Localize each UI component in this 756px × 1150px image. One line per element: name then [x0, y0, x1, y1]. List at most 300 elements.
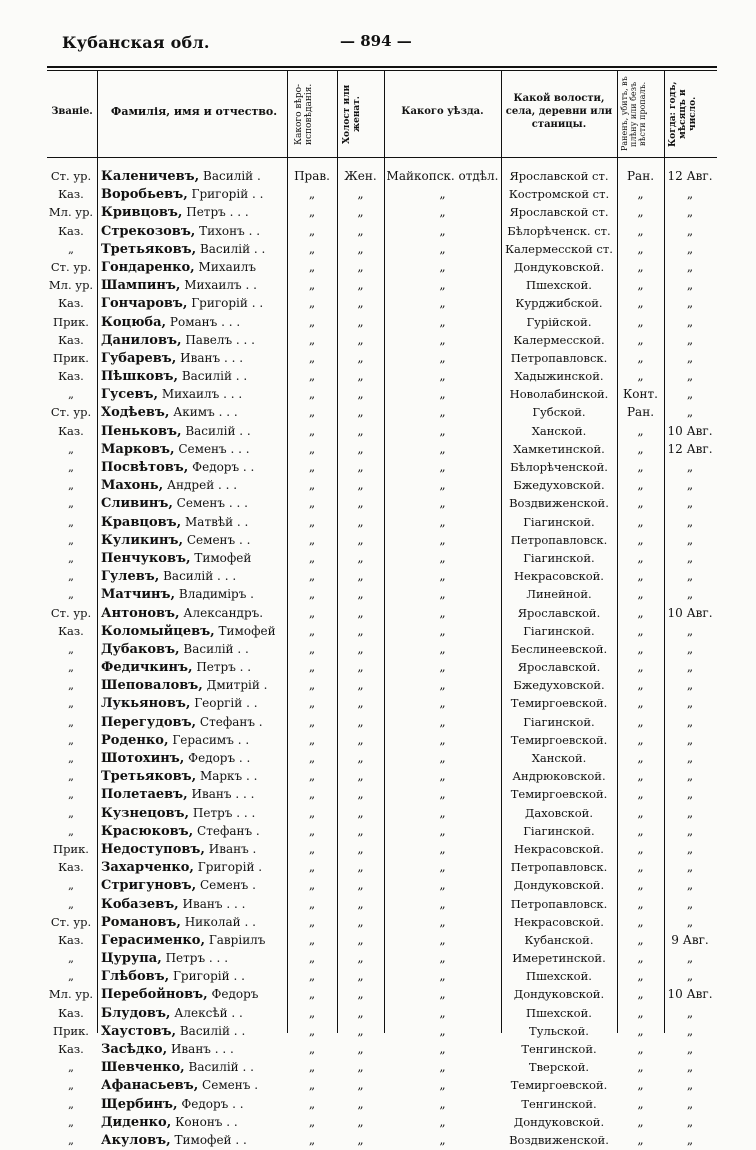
fate-cell: „ — [637, 1096, 644, 1111]
name-cell — [101, 767, 281, 786]
given-name: Федоръ . . — [181, 1096, 244, 1111]
religion-cell: „ — [308, 205, 316, 220]
uezd-cell: „ — [439, 1096, 446, 1111]
religion-cell: „ — [308, 514, 316, 529]
rank-cell: „ — [68, 696, 74, 711]
table-row — [0, 567, 756, 585]
village-cell: Дондуковской. — [513, 878, 605, 893]
religion-cell: „ — [308, 332, 316, 347]
surname: Пенчуковъ, — [101, 550, 191, 566]
uezd-cell: „ — [439, 1023, 446, 1038]
marital-cell: „ — [357, 205, 364, 220]
uezd-cell: „ — [439, 441, 446, 456]
marital-cell: „ — [357, 1023, 364, 1038]
name-cell — [101, 240, 281, 259]
religion-cell: „ — [308, 623, 316, 638]
village-cell: Бѣлорѣченск. ст. — [507, 223, 611, 238]
village-cell: Курджибской. — [515, 296, 603, 311]
given-name: Семенъ . — [199, 878, 256, 893]
date-cell: „ — [686, 696, 694, 711]
fate-cell: „ — [637, 1060, 644, 1075]
date-cell: „ — [686, 623, 694, 638]
date-cell: „ — [686, 259, 694, 274]
date-cell: „ — [686, 350, 694, 365]
given-name: Тимофей — [194, 550, 252, 565]
date-cell: „ — [686, 296, 694, 311]
date-cell: „ — [686, 332, 694, 347]
table-row — [0, 913, 756, 931]
village-cell: Воздвиженской. — [509, 1132, 609, 1147]
marital-cell: „ — [357, 296, 364, 311]
uezd-cell: Майкопск. отдѣл. — [386, 169, 499, 183]
marital-cell: „ — [357, 278, 364, 293]
fate-cell: Ран. — [626, 405, 655, 420]
uezd-cell: „ — [439, 369, 446, 384]
uezd-cell: „ — [439, 805, 446, 820]
surname: Пѣшковъ, — [101, 369, 178, 385]
table-row — [0, 476, 756, 494]
marital-cell: „ — [357, 405, 364, 420]
uezd-cell: „ — [439, 314, 446, 329]
marital-cell: „ — [357, 550, 364, 565]
rank-cell: „ — [68, 569, 74, 584]
village-cell: Тенгинской. — [521, 1042, 597, 1056]
table-row — [0, 1095, 756, 1113]
uezd-cell: „ — [439, 932, 446, 947]
religion-cell: „ — [308, 223, 316, 238]
surname: Дубаковъ, — [101, 641, 180, 657]
uezd-cell: „ — [439, 1042, 446, 1056]
surname: Гулевъ, — [101, 569, 160, 585]
religion-cell: „ — [308, 278, 316, 293]
uezd-cell: „ — [439, 660, 446, 675]
surname: Стрекозовъ, — [101, 223, 196, 239]
rank-cell: „ — [68, 241, 74, 256]
religion-cell: Прав. — [294, 169, 330, 183]
fate-cell: „ — [637, 369, 644, 384]
religion-cell: „ — [308, 987, 316, 1002]
rank-cell: „ — [68, 660, 74, 675]
date-cell: „ — [686, 369, 694, 384]
rank-cell: „ — [68, 951, 74, 966]
surname: Пеньковъ, — [101, 423, 182, 439]
casualty-list — [0, 167, 756, 1149]
village-cell: Тенгинской. — [521, 1096, 597, 1111]
village-cell: Линейной. — [526, 587, 592, 602]
date-cell: „ — [686, 805, 694, 820]
village-cell: Некрасовской. — [514, 569, 604, 584]
table-row — [0, 985, 756, 1003]
rank-cell: Ст. ур. — [50, 259, 92, 274]
given-name: Василій . . — [179, 1023, 246, 1038]
rank-cell: Мл. ур. — [48, 205, 94, 220]
date-cell: „ — [686, 732, 694, 747]
date-cell: 10 Авг. — [667, 423, 713, 438]
marital-cell: „ — [357, 732, 364, 747]
uezd-cell: „ — [439, 405, 446, 420]
table-row — [0, 203, 756, 221]
fate-cell: „ — [637, 314, 644, 329]
uezd-cell: „ — [439, 569, 446, 584]
name-cell — [101, 203, 281, 222]
surname: Недоступовъ, — [101, 841, 205, 857]
surname: Кравцовъ, — [101, 514, 182, 530]
table-row — [0, 949, 756, 967]
name-cell — [101, 1131, 281, 1150]
surname: Засѣдко, — [101, 1042, 168, 1057]
marital-cell: „ — [357, 587, 364, 602]
name-cell — [101, 640, 281, 659]
surname: Федичкинъ, — [101, 660, 193, 676]
surname: Гончаровъ, — [101, 296, 188, 312]
village-cell: Дондуковской. — [513, 1114, 605, 1129]
name-cell — [101, 403, 281, 422]
name-cell — [101, 694, 281, 713]
rank-cell: „ — [68, 587, 74, 602]
given-name: Иванъ . . . — [191, 787, 255, 802]
date-cell: „ — [686, 860, 694, 875]
rank-cell: Ст. ур. — [50, 169, 92, 183]
date-cell: „ — [686, 532, 694, 547]
given-name: Гавріилъ — [208, 932, 266, 947]
rank-cell: Каз. — [58, 369, 84, 384]
surname: Стригуновъ, — [101, 878, 197, 894]
uezd-cell: „ — [439, 714, 446, 729]
religion-cell: „ — [308, 532, 316, 547]
surname: Щербинъ, — [101, 1096, 178, 1112]
table-row — [0, 167, 756, 185]
fate-cell: „ — [637, 223, 644, 238]
religion-cell: „ — [308, 1078, 316, 1093]
rank-cell: „ — [68, 769, 74, 784]
rank-cell: Мл. ур. — [48, 987, 94, 1002]
village-cell: Петропавловск. — [510, 896, 608, 911]
fate-cell: „ — [637, 569, 644, 584]
fate-cell: „ — [637, 769, 644, 784]
village-cell: Некрасовской. — [514, 914, 604, 929]
given-name: Василій . . — [188, 1060, 254, 1075]
table-row — [0, 1113, 756, 1131]
religion-cell: „ — [308, 460, 316, 474]
name-cell — [101, 858, 281, 877]
top-rule — [47, 66, 717, 68]
uezd-cell: „ — [439, 259, 446, 274]
fate-cell: Конт. — [623, 387, 658, 402]
village-cell: Темиргоевской. — [510, 696, 608, 711]
surname: Антоновъ, — [101, 605, 180, 621]
given-name: Петръ . . . — [192, 805, 256, 820]
given-name: Григорій . . — [191, 296, 264, 311]
date-cell: „ — [686, 1005, 694, 1020]
religion-cell: „ — [308, 550, 316, 565]
date-cell: „ — [686, 914, 694, 929]
header-marital: Холост или женат. — [342, 84, 362, 144]
village-cell: Тульской. — [529, 1023, 589, 1038]
surname: Хаустовъ, — [101, 1023, 177, 1039]
given-name: Григорій . . — [172, 969, 245, 984]
fate-cell: „ — [637, 987, 644, 1002]
table-row — [0, 385, 756, 403]
surname: Шотохинъ, — [101, 751, 185, 766]
uezd-cell: „ — [439, 1005, 446, 1020]
name-cell — [101, 1076, 281, 1095]
village-cell: Кубанской. — [524, 932, 594, 947]
uezd-cell: „ — [439, 1132, 446, 1147]
rank-cell: „ — [68, 478, 74, 493]
fate-cell: „ — [637, 641, 644, 656]
religion-cell: „ — [308, 751, 316, 765]
fate-cell: „ — [637, 1078, 644, 1093]
given-name: Федоръ . . — [188, 751, 251, 765]
table-row — [0, 822, 756, 840]
uezd-cell: „ — [439, 769, 446, 784]
marital-cell: „ — [357, 241, 364, 256]
rank-cell: „ — [68, 969, 74, 984]
name-cell — [101, 676, 281, 695]
table-row — [0, 331, 756, 349]
fate-cell: „ — [637, 823, 644, 838]
date-cell: „ — [686, 751, 694, 765]
date-cell: „ — [686, 460, 694, 474]
religion-cell: „ — [308, 387, 316, 402]
name-cell — [101, 985, 281, 1004]
rank-cell: „ — [68, 1096, 74, 1111]
table-row — [0, 494, 756, 512]
name-cell — [101, 585, 281, 604]
surname: Коцюба, — [101, 314, 167, 330]
table-row — [0, 694, 756, 712]
date-cell: „ — [686, 660, 694, 675]
surname: Роденко, — [101, 732, 169, 748]
village-cell: Гіагинской. — [523, 550, 595, 565]
table-row — [0, 585, 756, 603]
date-cell: „ — [686, 1042, 694, 1056]
marital-cell: „ — [357, 478, 364, 493]
religion-cell: „ — [308, 678, 316, 693]
header-name: Фамилія, имя и отчество. — [110, 105, 278, 118]
village-cell: Бѣлорѣченской. — [510, 460, 608, 474]
table-row — [0, 549, 756, 567]
table-row — [0, 313, 756, 331]
table-row — [0, 895, 756, 913]
uezd-cell: „ — [439, 951, 446, 966]
rank-cell: Прик. — [53, 350, 89, 365]
rank-cell: Каз. — [58, 1042, 84, 1056]
given-name: Василій . . — [199, 241, 266, 256]
date-cell: „ — [686, 478, 694, 493]
fate-cell: „ — [637, 732, 644, 747]
fate-cell: „ — [637, 951, 644, 966]
surname: Лукьяновъ, — [101, 696, 191, 712]
fate-cell: „ — [637, 1042, 644, 1056]
rank-cell: „ — [68, 823, 74, 838]
name-cell — [101, 476, 281, 495]
name-cell — [101, 913, 281, 932]
date-cell: „ — [686, 514, 694, 529]
marital-cell: „ — [357, 914, 364, 929]
religion-cell: „ — [308, 714, 316, 729]
religion-cell: „ — [308, 805, 316, 820]
village-cell: Гіагинской. — [523, 823, 595, 838]
name-cell — [101, 167, 281, 186]
rank-cell: „ — [68, 751, 74, 765]
name-cell — [101, 658, 281, 677]
table-row — [0, 785, 756, 803]
date-cell: „ — [686, 187, 694, 202]
rank-cell: Прик. — [53, 314, 89, 329]
village-cell: Хадыжинской. — [514, 369, 604, 384]
surname: Романовъ, — [101, 914, 181, 930]
marital-cell: „ — [357, 805, 364, 820]
date-cell: „ — [686, 969, 694, 984]
header-date: Когда: годъ, мѣсяцъ и число. — [668, 81, 698, 147]
rank-cell: Каз. — [58, 1005, 84, 1020]
religion-cell: „ — [308, 314, 316, 329]
rank-cell: „ — [68, 787, 74, 802]
marital-cell: „ — [357, 1005, 364, 1020]
surname: Глѣбовъ, — [101, 969, 170, 985]
given-name: Петръ . . . — [186, 205, 249, 220]
religion-cell: „ — [308, 641, 316, 656]
fate-cell: „ — [637, 751, 644, 765]
religion-cell: „ — [308, 841, 316, 856]
marital-cell: „ — [357, 1042, 364, 1056]
uezd-cell: „ — [439, 223, 446, 238]
given-name: Тимофей — [218, 623, 276, 638]
surname: Кузнецовъ, — [101, 805, 190, 821]
marital-cell: „ — [357, 514, 364, 529]
table-row — [0, 1004, 756, 1022]
name-cell — [101, 458, 281, 477]
surname: Захарченко, — [101, 860, 194, 876]
uezd-cell: „ — [439, 296, 446, 311]
rank-cell: Каз. — [58, 332, 84, 347]
given-name: Владиміръ . — [178, 587, 254, 602]
religion-cell: „ — [308, 769, 316, 784]
village-cell: Воздвиженской. — [509, 496, 609, 511]
uezd-cell: „ — [439, 1060, 446, 1075]
marital-cell: „ — [357, 223, 364, 238]
table-row — [0, 276, 756, 294]
uezd-cell: „ — [439, 787, 446, 802]
religion-cell: „ — [308, 259, 316, 274]
date-cell: 10 Авг. — [667, 987, 713, 1002]
table-row — [0, 622, 756, 640]
surname: Шевченко, — [101, 1060, 185, 1076]
religion-cell: „ — [308, 1023, 316, 1038]
village-cell: Пшехской. — [526, 1005, 592, 1020]
village-cell: Петропавловск. — [510, 532, 608, 547]
table-row — [0, 767, 756, 785]
table-row — [0, 1040, 756, 1058]
fate-cell: „ — [637, 896, 644, 911]
uezd-cell: „ — [439, 841, 446, 856]
rank-cell: „ — [68, 496, 74, 511]
fate-cell: „ — [637, 1023, 644, 1038]
uezd-cell: „ — [439, 914, 446, 929]
table-row — [0, 185, 756, 203]
religion-cell: „ — [308, 878, 316, 893]
surname: Губаревъ, — [101, 350, 177, 366]
village-cell: Дондуковской. — [513, 259, 605, 274]
fate-cell: „ — [637, 969, 644, 984]
table-row — [0, 294, 756, 312]
given-name: Романъ . . . — [169, 314, 241, 329]
uezd-cell: „ — [439, 641, 446, 656]
name-cell — [101, 294, 281, 313]
religion-cell: „ — [308, 1114, 316, 1129]
name-cell — [101, 967, 281, 986]
given-name: Семенъ . . . — [176, 496, 248, 511]
fate-cell: „ — [637, 714, 644, 729]
surname: Полетаевъ, — [101, 787, 188, 803]
table-row — [0, 349, 756, 367]
name-cell — [101, 785, 281, 804]
uezd-cell: „ — [439, 1114, 446, 1129]
table-row — [0, 804, 756, 822]
name-cell — [101, 604, 281, 623]
table-row — [0, 222, 756, 240]
uezd-cell: „ — [439, 387, 446, 402]
date-cell: „ — [686, 787, 694, 802]
name-cell — [101, 840, 281, 859]
surname: Шеповаловъ, — [101, 678, 203, 694]
table-row — [0, 440, 756, 458]
fate-cell: „ — [637, 860, 644, 875]
uezd-cell: „ — [439, 496, 446, 511]
fate-cell: „ — [637, 278, 644, 293]
uezd-cell: „ — [439, 987, 446, 1002]
rank-cell: Каз. — [58, 296, 84, 311]
religion-cell: „ — [308, 587, 316, 602]
fate-cell: „ — [637, 914, 644, 929]
religion-cell: „ — [308, 932, 316, 947]
rank-cell: Каз. — [58, 187, 84, 202]
table-row — [0, 1131, 756, 1149]
given-name: Павелъ . . . — [185, 332, 255, 347]
fate-cell: „ — [637, 587, 644, 602]
uezd-cell: „ — [439, 278, 446, 293]
village-cell: Бжедуховской. — [513, 478, 605, 493]
religion-cell: „ — [308, 605, 316, 620]
surname: Третьяковъ, — [101, 241, 197, 257]
surname: Диденко, — [101, 1114, 172, 1130]
fate-cell: „ — [637, 205, 644, 220]
rank-cell: „ — [68, 532, 74, 547]
table-row — [0, 1076, 756, 1094]
marital-cell: „ — [357, 696, 364, 711]
name-cell — [101, 949, 281, 968]
surname: Красюковъ, — [101, 823, 194, 839]
fate-cell: „ — [637, 460, 644, 474]
table-row — [0, 658, 756, 676]
name-cell — [101, 1095, 281, 1114]
marital-cell: „ — [357, 314, 364, 329]
surname: Матчинъ, — [101, 587, 176, 603]
name-cell — [101, 1113, 281, 1132]
uezd-cell: „ — [439, 514, 446, 529]
region-title: Кубанская обл. — [62, 33, 210, 52]
name-cell — [101, 622, 281, 641]
header-uezd: Какого уѣзда. — [401, 106, 484, 117]
rank-cell: „ — [68, 878, 74, 893]
name-cell — [101, 895, 281, 914]
marital-cell: „ — [357, 1114, 364, 1129]
rank-cell: „ — [68, 896, 74, 911]
fate-cell: „ — [637, 805, 644, 820]
given-name: Кононъ . . — [175, 1114, 238, 1129]
surname: Махонь, — [101, 478, 164, 494]
